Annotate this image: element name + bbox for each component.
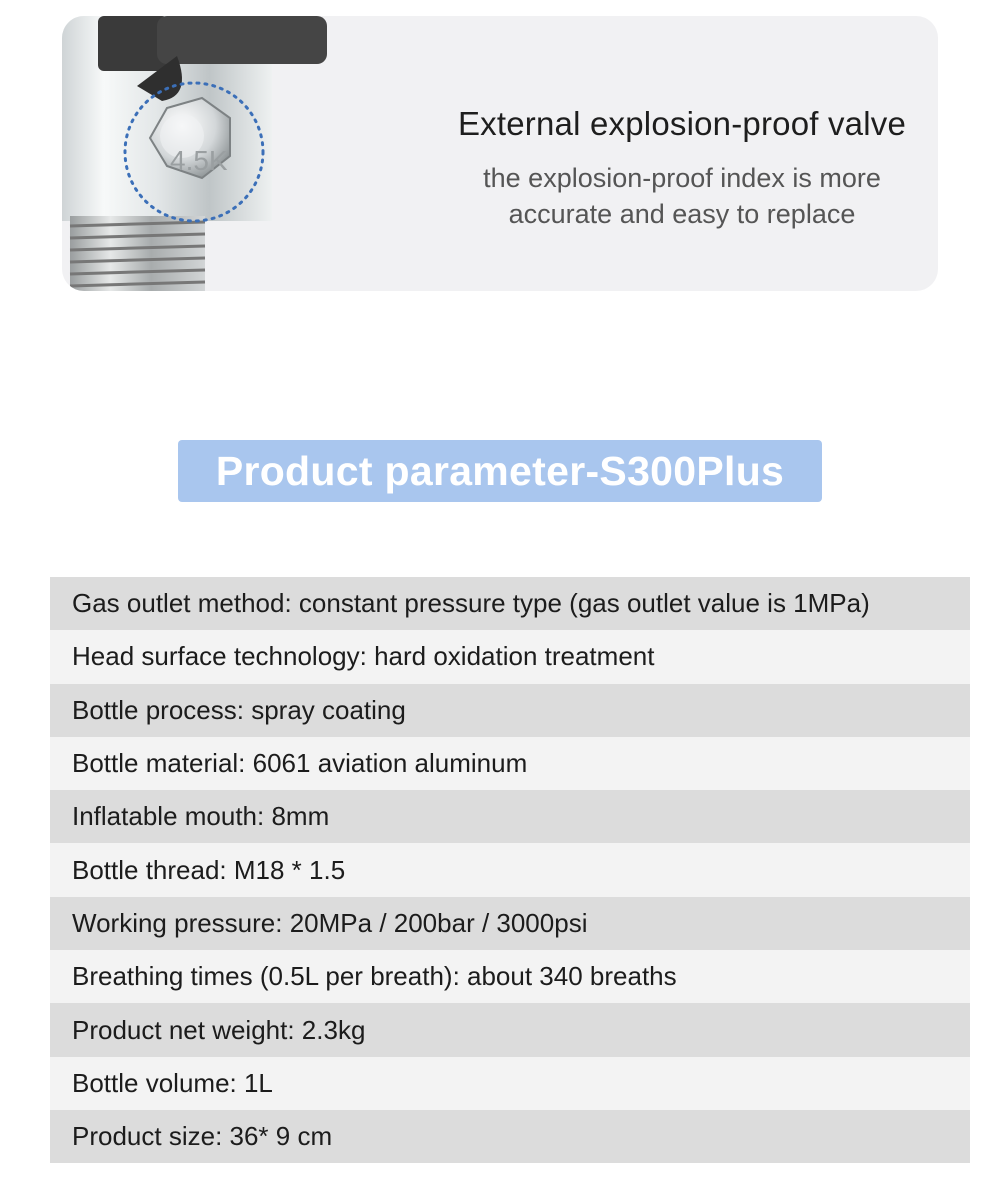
param-row: Bottle volume: 1L <box>50 1057 970 1110</box>
section-heading <box>178 440 822 502</box>
param-row: Inflatable mouth: 8mm <box>50 790 970 843</box>
valve-marking-text: 4.5K <box>170 145 228 176</box>
param-row: Breathing times (0.5L per breath): about 340 breaths <box>50 950 970 1003</box>
param-row: Product net weight: 2.3kg <box>50 1003 970 1056</box>
param-row: Bottle process: spray coating <box>50 684 970 737</box>
feature-text-block <box>422 102 938 232</box>
feature-card <box>62 16 938 291</box>
feature-description: the explosion-proof index is more accurate and easy to replace <box>483 163 881 229</box>
thread-section <box>70 216 205 291</box>
param-row: Gas outlet method: constant pressure type (gas outlet value is 1MPa) <box>50 577 970 630</box>
param-row: Working pressure: 20MPa / 200bar / 3000psi <box>50 897 970 950</box>
param-row: Bottle material: 6061 aviation aluminum <box>50 737 970 790</box>
feature-title: External explosion-proof valve <box>457 105 907 142</box>
param-row: Product size: 36* 9 cm <box>50 1110 970 1163</box>
param-row: Head surface technology: hard oxidation treatment <box>50 630 970 683</box>
section-heading-text: Product parameter-S300Plus <box>215 447 785 494</box>
parameter-table <box>50 577 970 1163</box>
param-row: Bottle thread: M18 * 1.5 <box>50 843 970 896</box>
valve-photo <box>62 16 342 291</box>
